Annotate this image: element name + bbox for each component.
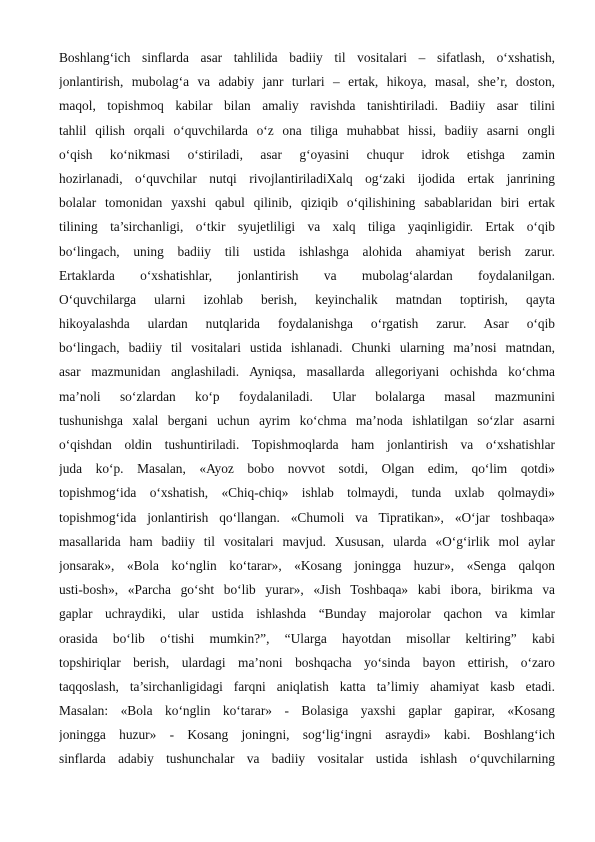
document-body [59, 46, 555, 772]
text-line: usti-bosh», «Parcha go‘sht bo‘lib yurar», «Jish Toshbaqa» kabi ibora, birikma va [59, 582, 555, 598]
text-line: gaplar uchraydiki, ular ustida ishlashda “Bunday majorolar qachon va kimlar [59, 606, 555, 622]
text-line: hikoyalashda ulardan nutqlarida foydalanishga o‘rgatish zarur. Asar o‘qib [59, 316, 555, 332]
text-line: jonsarak», «Bola ko‘nglin ko‘tarar», «Kosang joningga huzur», «Senga qalqon [59, 557, 555, 573]
text-line: jonlantirish, mubolag‘a va adabiy janr turlari – ertak, hikoya, masal, she’r, doston, [59, 74, 555, 90]
text-line: taqqoslash, ta’sirchanligidagi farqni aniqlatish katta ta’limiy ahamiyat kasb etadi. [59, 678, 555, 694]
text-line: topishmog‘ida jonlantirish qo‘llangan. «Chumoli va Tipratikan», «O‘jar toshbaqa» [59, 509, 555, 525]
text-line: Ertaklarda o‘xshatishlar, jonlantirish va mubolag‘alardan foydalanilgan. [59, 267, 555, 283]
text-line: bolalar tomonidan yaxshi qabul qilinib, qiziqib o‘qilishining sabablaridan biri ertak [59, 195, 555, 211]
text-line: hozirlanadi, o‘quvchilar nutqi rivojlantiriladiXalq og‘zaki ijodida ertak janrining [59, 170, 555, 186]
text-line: topshiriqlar berish, ulardagi ma’noni boshqacha yo‘sinda bayon ettirish, o‘zaro [59, 654, 555, 670]
text-line: juda ko‘p. Masalan, «Ayoz bobo novvot sotdi, Olgan edim, qo‘lim qotdi» [59, 461, 555, 477]
text-line: o‘qish ko‘nikmasi o‘stiriladi, asar g‘oyasini chuqur idrok etishga zamin [59, 146, 555, 162]
text-line: joningga huzur» - Kosang joningni, sog‘lig‘ingni asraydi» kabi. Boshlang‘ich [59, 727, 555, 743]
text-line: bo‘lingach, uning badiiy tili ustida ishlashga alohida ahamiyat berish zarur. [59, 243, 555, 259]
text-line: tushunishga xalal bergani uchun ayrim ko‘chma ma’noda ishlatilgan so‘zlar asarni [59, 412, 555, 428]
text-line: asar mazmunidan anglashiladi. Ayniqsa, masallarda allegoriyani ochishda ko‘chma [59, 364, 555, 380]
text-line: ma’noli so‘zlardan ko‘p foydalaniladi. Ular bolalarga masal mazmunini [59, 388, 555, 404]
text-line: O‘quvchilarga ularni izohlab berish, keyinchalik matndan toptirish, qayta [59, 291, 555, 307]
text-line: Boshlang‘ich sinflarda asar tahlilida badiiy til vositalari – sifatlash, o‘xshatish, [59, 50, 555, 65]
text-line: tahlil qilish orqali o‘quvchilarda o‘z ona tiliga muhabbat hissi, badiiy asarni ongli [59, 122, 555, 138]
text-line: masallarida ham badiiy til vositalari mavjud. Xususan, ularda «O‘g‘irlik mol aylar [59, 533, 555, 549]
text-line: sinflarda adabiy tushunchalar va badiiy vositalar ustida ishlash o‘quvchilarning [59, 751, 555, 767]
text-line: orasida bo‘lib o‘tishi mumkin?”, “Ularga hayotdan misollar keltiring” kabi [59, 630, 555, 646]
text-line: tilining ta’sirchanligi, o‘tkir syujetliligi va xalq tiliga yaqinligidir. Ertak o‘qib [59, 219, 555, 235]
text-line: o‘qishdan oldin tushuntiriladi. Topishmoqlarda ham jonlantirish va o‘xshatishlar [59, 437, 555, 452]
text-line: topishmog‘ida o‘xshatish, «Chiq-chiq» ishlab tolmaydi, tunda uxlab qolmaydi» [59, 485, 555, 501]
text-line: Masalan: «Bola ko‘nglin ko‘tarar» - Bolasiga yaxshi gaplar gapirar, «Kosang [59, 703, 555, 719]
text-line: bo‘lingach, badiiy til vositalari ustida ishlanadi. Chunki ularning ma’nosi matndan, [59, 340, 555, 356]
text-line: maqol, topishmoq kabilar bilan amaliy ravishda tanishtiriladi. Badiiy asar tilini [59, 98, 555, 114]
